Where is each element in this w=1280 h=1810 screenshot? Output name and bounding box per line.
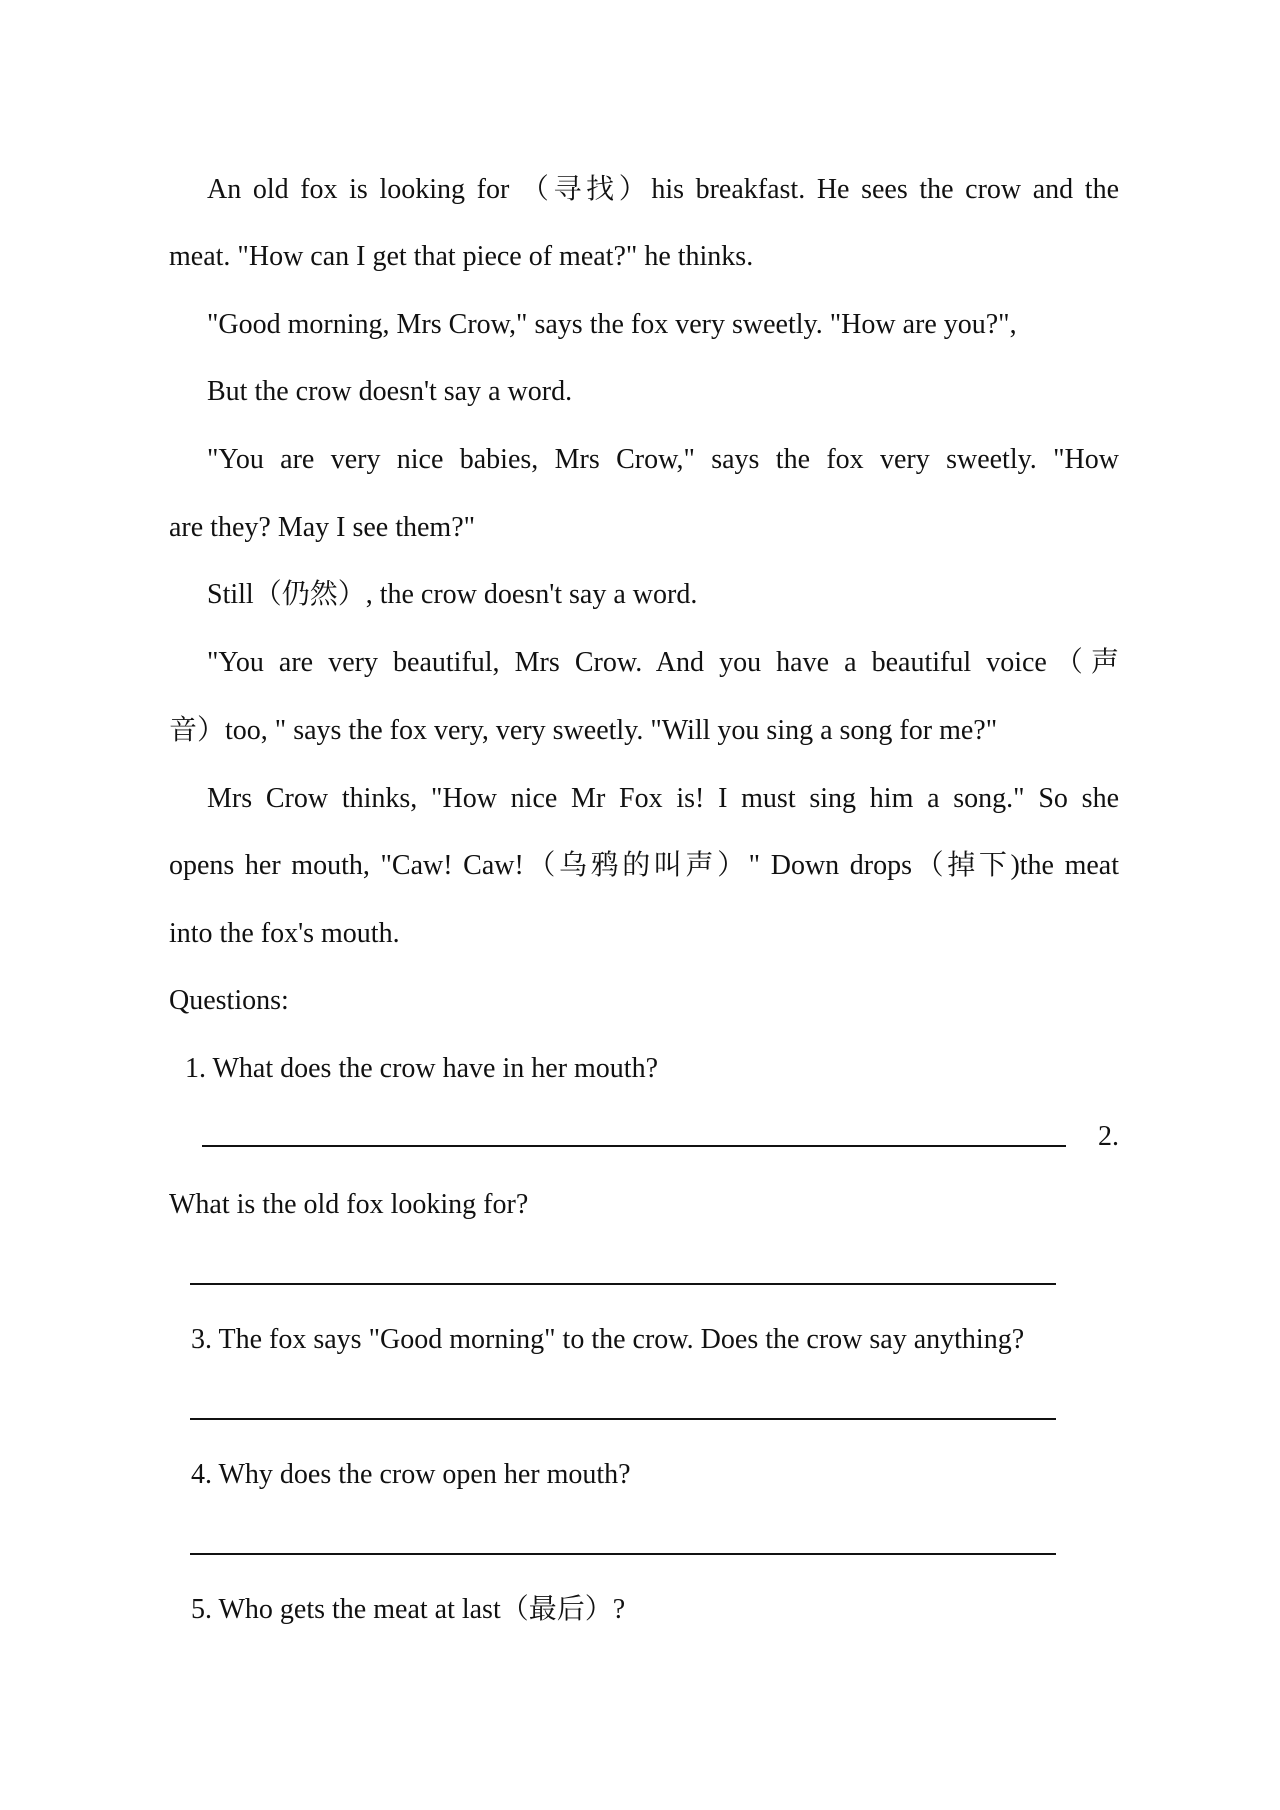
story-paragraph-6-line-1: "You are very beautiful, Mrs Crow. And you have a beautiful voice（声	[207, 647, 1119, 678]
question-1: 1. What does the crow have in her mouth?	[185, 1053, 659, 1084]
story-paragraph-7-line-2: opens her mouth, "Caw! Caw!（乌鸦的叫声）" Down drops（掉下)the meat	[169, 850, 1119, 881]
answer-line-3[interactable]	[190, 1418, 1056, 1420]
story-paragraph-7-line-3: into the fox's mouth.	[169, 918, 400, 949]
story-paragraph-4-line-1: "You are very nice babies, Mrs Crow," says the fox very sweetly. "How	[207, 444, 1119, 475]
story-paragraph-6-line-2: 音）too, " says the fox very, very sweetly. "Will you sing a song for me?"	[169, 715, 998, 746]
story-paragraph-4-line-2: are they? May I see them?"	[169, 512, 476, 543]
question-3: 3. The fox says "Good morning" to the crow. Does the crow say anything?	[191, 1324, 1025, 1355]
questions-heading: Questions:	[169, 985, 289, 1016]
story-paragraph-1-line-1: An old fox is looking for （寻找）his breakfast. He sees the crow and the	[207, 174, 1119, 205]
story-paragraph-7-line-1: Mrs Crow thinks, "How nice Mr Fox is! I must sing him a song." So she	[207, 783, 1119, 814]
answer-line-4[interactable]	[190, 1553, 1056, 1555]
question-2: What is the old fox looking for?	[169, 1189, 529, 1220]
story-paragraph-2: "Good morning, Mrs Crow," says the fox very sweetly. "How are you?",	[207, 309, 1017, 340]
story-paragraph-3: But the crow doesn't say a word.	[207, 376, 573, 407]
answer-line-2[interactable]	[190, 1283, 1056, 1285]
answer-line-1[interactable]	[202, 1145, 1066, 1147]
question-5: 5. Who gets the meat at last（最后）?	[191, 1594, 626, 1625]
question-2-number: 2.	[1098, 1121, 1119, 1152]
story-paragraph-1-line-2: meat. "How can I get that piece of meat?" he thinks.	[169, 241, 754, 272]
question-4: 4. Why does the crow open her mouth?	[191, 1459, 631, 1490]
story-paragraph-5: Still（仍然）, the crow doesn't say a word.	[207, 579, 698, 610]
